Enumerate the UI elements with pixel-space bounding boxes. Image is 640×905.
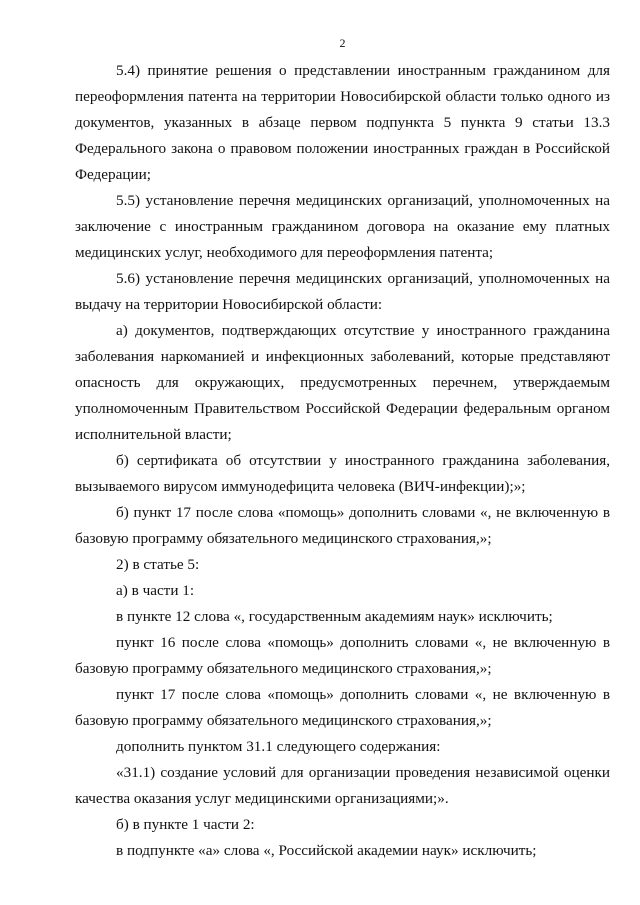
paragraph-part-2: б) в пункте 1 части 2: <box>116 816 255 833</box>
paragraph-part-1: а) в части 1: <box>116 582 195 599</box>
paragraph-subitem-a: в подпункте «а» слова «, Российской академии наук» исключить; <box>116 842 537 859</box>
paragraph-5-6: 5.6) установление перечня медицинских организаций, уполномоченных на выдачу на территории Новосибирской области: <box>75 270 610 313</box>
paragraph-item-16: пункт 16 после слова «помощь» дополнить словами «, не включенную в базовую программу обязательного медицинского страхования,»; <box>75 634 610 677</box>
paragraph-5-6-a: а) документов, подтверждающих отсутствие у иностранного гражданина заболевания наркоманией и инфекционных заболеваний, которые представляют опасность для окружающих, предусмотренных перечнем, утверждаемым уполномоченным Правительством Российской Федерации федеральным органом исполнительной власти; <box>75 322 610 443</box>
paragraph-5-4: 5.4) принятие решения о представлении иностранным гражданином для переоформления патента на территории Новосибирской области только одного из документов, указанных в абзаце первом подпункта 5 пункта 9 статьи 13.3 Федерального закона о правовом положении иностранных граждан в Российской Федерации; <box>75 62 610 183</box>
paragraph-item-17: б) пункт 17 после слова «помощь» дополнить словами «, не включенную в базовую программу обязательного медицинского страхования,»; <box>75 504 610 547</box>
paragraph-31-1-content: «31.1) создание условий для организации проведения независимой оценки качества оказания услуг медицинскими организациями;». <box>75 764 610 807</box>
paragraph-item-17-second: пункт 17 после слова «помощь» дополнить словами «, не включенную в базовую программу обязательного медицинского страхования,»; <box>75 686 610 729</box>
document-body <box>75 58 610 864</box>
paragraph-item-12: в пункте 12 слова «, государственным академиям наук» исключить; <box>116 608 553 625</box>
paragraph-5-5: 5.5) установление перечня медицинских организаций, уполномоченных на заключение с иностранным гражданином договора на оказание ему платных медицинских услуг, необходимого для переоформления патента; <box>75 192 610 261</box>
paragraph-article-5: 2) в статье 5: <box>116 556 200 573</box>
paragraph-5-6-b: б) сертификата об отсутствии у иностранного гражданина заболевания, вызываемого вирусом иммунодефицита человека (ВИЧ-инфекции);»; <box>75 452 610 495</box>
paragraph-add-31-1: дополнить пунктом 31.1 следующего содержания: <box>116 738 441 755</box>
page-number: 2 <box>339 36 346 50</box>
